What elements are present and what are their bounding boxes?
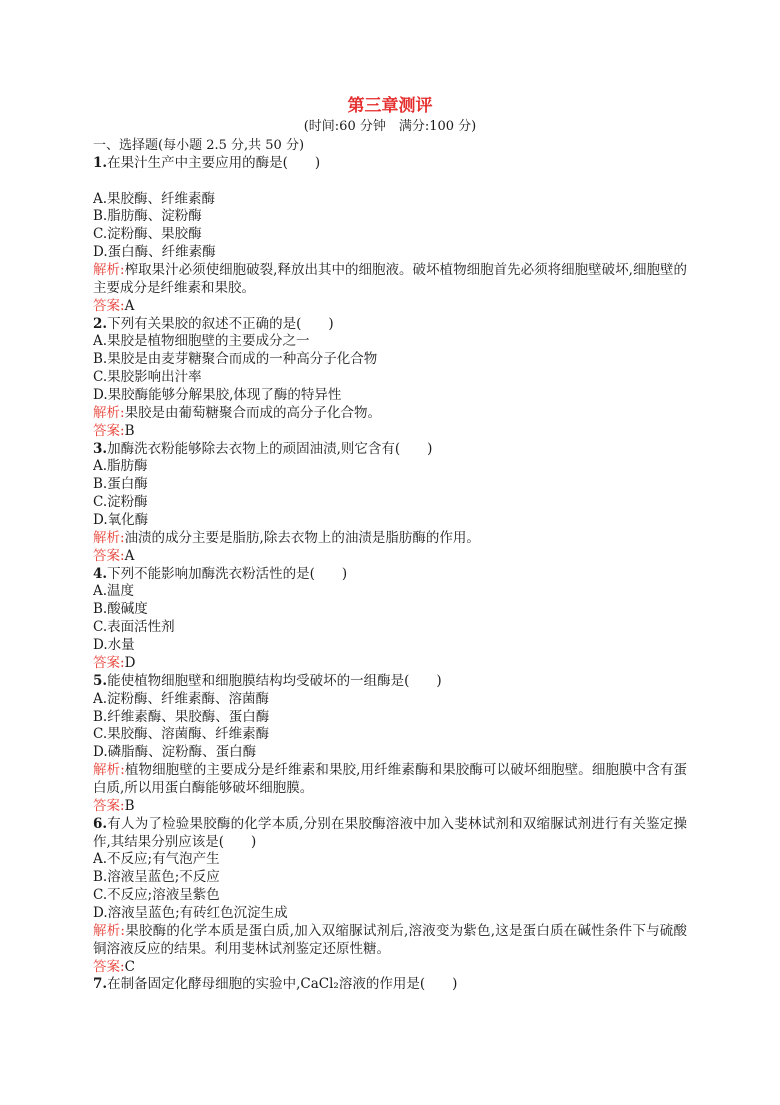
answer [93,298,687,316]
question-1 [93,155,687,316]
option-c: C.淀粉酶 [93,494,148,511]
analysis-label: 解析: [93,922,125,939]
question-stem [93,816,687,852]
question-5 [93,673,687,816]
answer-label: 答案: [93,297,125,314]
analysis [93,262,687,298]
question-7 [93,976,687,994]
option-d: D.磷脂酶、淀粉酶、蛋白酶 [93,744,257,761]
option-a: A.果胶是植物细胞壁的主要成分之一 [93,333,310,350]
question-text: 加酶洗衣粉能够除去衣物上的顽固油渍,则它含有( ) [107,440,433,457]
section-heading: 一、选择题(每小题 2.5 分,共 50 分) [93,138,305,153]
analysis [93,405,687,423]
question-2 [93,316,687,441]
option-d: D.氧化酶 [93,512,149,529]
exam-page [93,95,687,994]
exam-info: (时间:60 分钟 满分:100 分) [303,119,477,134]
option-b: B.溶液呈蓝色;不反应 [93,869,220,886]
page-title: 第三章测评 [347,96,433,116]
question-number: 7. [93,976,108,993]
option-a: A.淀粉酶、纤维素酶、溶菌酶 [93,690,270,707]
option-c: C.淀粉酶、果胶酶 [93,226,202,243]
option-a: A.脂肪酶 [93,458,148,475]
option-d: D.蛋白酶、纤维素酶 [93,244,216,261]
answer [93,959,687,977]
question-number: 5. [93,672,108,689]
analysis [93,530,687,548]
analysis-label: 解析: [93,529,125,546]
question-text: 下列不能影响加酶洗衣粉活性的是( ) [107,565,348,582]
question-text: 在制备固定化酵母细胞的实验中,CaCl₂溶液的作用是( ) [107,976,458,993]
analysis-text: 植物细胞壁的主要成分是纤维素和果胶,用纤维素酶和果胶酶可以破坏细胞壁。细胞膜中含有蛋白质,所以用蛋白酶能够破坏细胞膜。 [93,762,687,796]
answer-label: 答案: [93,547,125,564]
answer-value: B [124,422,135,439]
answer-value: C [124,958,135,975]
question-number: 6. [93,815,108,832]
answer-label: 答案: [93,654,125,671]
question-stem [93,566,687,584]
analysis-text: 榨取果汁必须使细胞破裂,释放出其中的细胞液。破坏植物细胞首先必须将细胞壁破坏,细胞壁的主要成分是纤维素和果胶。 [93,262,687,296]
answer-label: 答案: [93,958,125,975]
answer-value: A [124,547,135,564]
option-d: D.水量 [93,637,135,654]
option-d: D.果胶酶能够分解果胶,体现了酶的特异性 [93,387,342,404]
answer [93,548,687,566]
option-a: A.温度 [93,583,135,600]
question-text: 下列有关果胶的叙述不正确的是( ) [107,315,334,332]
answer-value: B [124,797,135,814]
option-b: B.蛋白酶 [93,476,148,493]
question-stem [93,316,687,334]
option-a: A.果胶酶、纤维素酶 [93,190,216,207]
question-text: 在果汁生产中主要应用的酶是( ) [107,154,321,171]
question-3 [93,441,687,566]
question-number: 3. [93,440,108,457]
option-b: B.酸碱度 [93,601,148,618]
question-number: 2. [93,315,108,332]
analysis [93,762,687,798]
answer [93,423,687,441]
analysis-text: 果胶酶的化学本质是蛋白质,加入双缩脲试剂后,溶液变为紫色,这是蛋白质在碱性条件下与硫酸铜溶液反应的结果。利用斐林试剂鉴定还原性糖。 [93,922,687,957]
question-text: 有人为了检验果胶酶的化学本质,分别在果胶酶溶液中加入斐林试剂和双缩脲试剂进行有关鉴定操作,其结果分别应该是( ) [93,815,687,850]
analysis-label: 解析: [93,404,125,421]
analysis-label: 解析: [93,262,125,279]
question-text: 能使植物细胞壁和细胞膜结构均受破坏的一组酶是( ) [107,672,442,689]
question-stem [93,976,687,994]
question-number: 4. [93,565,108,582]
option-c: C.不反应;溶液呈紫色 [93,887,220,904]
option-d: D.溶液呈蓝色;有砖红色沉淀生成 [93,904,288,921]
answer-label: 答案: [93,797,125,814]
answer-value: D [124,654,136,671]
analysis [93,923,687,959]
question-stem [93,441,687,459]
option-a: A.不反应;有气泡产生 [93,851,220,868]
option-c: C.表面活性剂 [93,619,175,636]
answer [93,655,687,673]
question-6 [93,816,687,977]
analysis-label: 解析: [93,762,125,779]
option-b: B.果胶是由麦芽糖聚合而成的一种高分子化合物 [93,351,378,368]
question-stem [93,673,687,691]
answer-label: 答案: [93,422,125,439]
option-b: B.纤维素酶、果胶酶、蛋白酶 [93,708,270,725]
question-stem [93,155,687,173]
answer-value: A [124,297,135,314]
question-4 [93,566,687,673]
answer [93,798,687,816]
question-number: 1. [93,154,108,171]
option-c: C.果胶影响出汁率 [93,369,202,386]
option-c: C.果胶酶、溶菌酶、纤维素酶 [93,726,270,743]
analysis-text: 油渍的成分主要是脂肪,除去衣物上的油渍是脂肪酶的作用。 [124,529,480,546]
option-b: B.脂肪酶、淀粉酶 [93,208,202,225]
analysis-text: 果胶是由葡萄糖聚合而成的高分子化合物。 [124,404,382,421]
